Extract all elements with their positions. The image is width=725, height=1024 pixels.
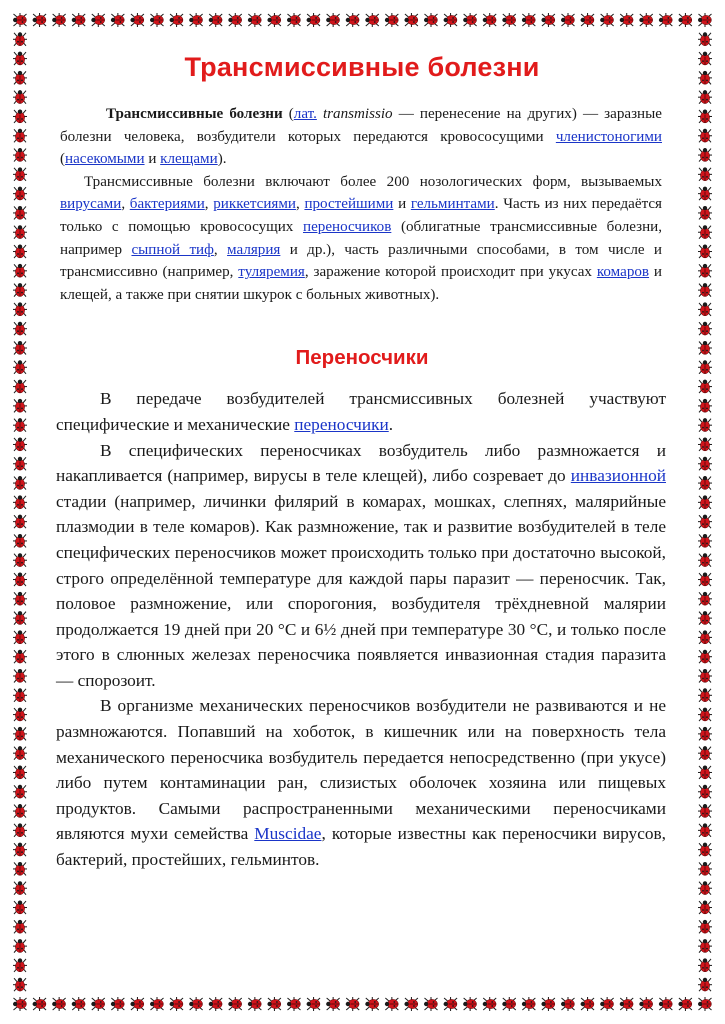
ladybug-icon (698, 13, 712, 27)
body-paragraph-3 (56, 693, 666, 872)
ladybug-icon (698, 939, 712, 953)
ladybug-icon (659, 997, 673, 1011)
ladybug-icon (483, 997, 497, 1011)
link-malaria[interactable]: малярия (227, 241, 281, 258)
ladybug-icon (13, 90, 27, 104)
link-viruses[interactable]: вирусами (60, 196, 122, 213)
ladybug-icon (698, 283, 712, 297)
ladybug-icon (13, 360, 27, 374)
body-paragraph-1 (56, 386, 666, 437)
ladybug-icon (698, 650, 712, 664)
ladybug-icon (698, 630, 712, 644)
text-run: В организме механических переносчиков возбудители не развиваются и не размножаются. Попавший на хоботок, в кишечник или на поверхность тела механического переносчика возбудитель передается непосредственно (при укусе) либо путем контаминации ран, слизистых оболочек хозяина или пищевых продуктов. Самыми распространенными механическими переносчиками являются мухи семейства (56, 696, 666, 844)
ladybug-icon (228, 997, 242, 1011)
ladybug-icon (13, 187, 27, 201)
ladybug-icon (13, 302, 27, 316)
ladybug-icon (13, 437, 27, 451)
ladybug-icon (698, 206, 712, 220)
section-body (56, 386, 668, 872)
ladybug-icon (698, 399, 712, 413)
ladybug-icon (600, 13, 614, 27)
ladybug-icon (91, 997, 105, 1011)
ladybug-icon (13, 708, 27, 722)
ladybug-icon (698, 476, 712, 490)
ladybug-icon (13, 13, 27, 27)
ladybug-icon (698, 148, 712, 162)
ladybug-icon (698, 997, 712, 1011)
ladybug-icon (13, 225, 27, 239)
ladybug-icon (698, 322, 712, 336)
ladybug-icon (209, 997, 223, 1011)
ladybug-icon (698, 264, 712, 278)
ladybug-icon (13, 727, 27, 741)
text-run: . (388, 414, 394, 434)
ladybug-icon (326, 13, 340, 27)
ladybug-icon (365, 13, 379, 27)
ladybug-icon (13, 52, 27, 66)
ladybug-icon (13, 457, 27, 471)
ladybug-icon (13, 920, 27, 934)
ladybug-icon (13, 32, 27, 46)
ladybug-icon (698, 901, 712, 915)
link-ticks[interactable]: клещами (160, 151, 218, 168)
ladybug-icon (620, 13, 634, 27)
ladybug-icon (346, 13, 360, 27)
ladybug-icon (52, 13, 65, 27)
ladybug-icon (267, 997, 281, 1011)
ladybug-icon (698, 727, 712, 741)
ladybug-icon (248, 13, 262, 27)
ladybug-icon (13, 71, 27, 85)
ladybug-icon (444, 997, 458, 1011)
ladybug-icon (698, 302, 712, 316)
term-bold: Трансмиссивные болезни (106, 106, 283, 122)
ladybug-icon (248, 997, 262, 1011)
text-run: — перенесение на других) — заразные болезни человека, возбудители которых передаются кровососущими (60, 106, 662, 145)
text-run: . Часть из них передаётся только с помощью кровососущих (60, 196, 663, 235)
ladybug-icon (698, 245, 712, 259)
ladybug-icon (698, 785, 712, 799)
ladybug-icon (52, 997, 65, 1011)
ladybug-icon (561, 13, 575, 27)
text-run: и клещей, а также при снятии шкурок с больных животных). (60, 264, 662, 303)
link-bacteria[interactable]: бактериями (129, 196, 205, 213)
ladybug-icon (502, 13, 516, 27)
ladybug-icon (13, 881, 27, 895)
ladybug-icon (170, 13, 184, 27)
ladybug-icon (13, 534, 27, 548)
ladybug-icon (13, 322, 27, 336)
ladybug-icon (698, 167, 712, 181)
ladybug-icon (698, 495, 712, 509)
ladybug-icon (698, 418, 712, 432)
link-insects[interactable]: насекомыми (65, 151, 145, 168)
ladybug-icon (13, 283, 27, 297)
ladybug-icon (404, 13, 418, 27)
ladybug-icon (13, 206, 27, 220)
ladybug-icon (228, 13, 242, 27)
ladybug-icon (698, 437, 712, 451)
ladybug-icon (13, 765, 27, 779)
ladybug-icon (600, 997, 614, 1011)
ladybug-icon (13, 650, 27, 664)
ladybug-icon (33, 997, 47, 1011)
ladybug-icon (13, 167, 27, 181)
ladybug-icon (13, 573, 27, 587)
ladybug-icon (189, 997, 203, 1011)
ladybug-icon (698, 958, 712, 972)
ladybug-icon (13, 148, 27, 162)
ladybug-icon (365, 997, 379, 1011)
ladybug-icon (541, 13, 555, 27)
text-run: ( (60, 151, 66, 168)
ladybug-icon (13, 399, 27, 413)
ladybug-icon (326, 997, 340, 1011)
ladybug-icon (444, 13, 458, 27)
ladybug-icon (13, 553, 27, 567)
ladybug-icon (698, 225, 712, 239)
ladybug-icon (698, 71, 712, 85)
ladybug-icon (13, 862, 27, 876)
ladybug-icon (561, 997, 575, 1011)
ladybug-icon (13, 611, 27, 625)
text-run: и (144, 151, 161, 168)
link-helminths[interactable]: гельминтами (410, 196, 495, 213)
text-run: и (393, 196, 411, 213)
ladybug-icon (698, 611, 712, 625)
ladybug-icon (698, 90, 712, 104)
ladybug-icon (33, 13, 47, 27)
ladybug-icon (13, 245, 27, 259)
ladybug-icon (130, 13, 144, 27)
text-run: , заражение которой происходит при укусах (304, 264, 597, 281)
intro-paragraph-2 (60, 171, 662, 307)
page-title: Трансмиссивные болезни (184, 52, 540, 82)
ladybug-icon (13, 688, 27, 702)
ladybug-icon (698, 862, 712, 876)
ladybug-icon (13, 418, 27, 432)
ladybug-icon (13, 823, 27, 837)
link-arthropods[interactable]: членистоногими (555, 128, 662, 145)
ladybug-icon (698, 669, 712, 683)
ladybug-icon (13, 495, 27, 509)
ladybug-icon (698, 52, 712, 66)
ladybug-icon (209, 13, 223, 27)
ladybug-icon (72, 997, 86, 1011)
link-tularemia[interactable]: туляремия (238, 264, 305, 281)
ladybug-icon (13, 978, 27, 992)
ladybug-icon (639, 13, 653, 27)
ladybug-icon (287, 13, 301, 27)
text-run: (облигатные трансмиссивные болезни, например (60, 218, 663, 258)
link-lat[interactable]: лат. (293, 106, 317, 122)
link-invasive[interactable]: инвазионной (570, 466, 666, 486)
ladybug-icon (13, 843, 27, 857)
ladybug-icon (13, 630, 27, 644)
link-vectors-2[interactable]: переносчики (294, 414, 389, 434)
ladybug-icon (385, 13, 399, 27)
ladybug-icon (698, 978, 712, 992)
ladybug-icon (170, 997, 184, 1011)
ladybug-icon (698, 109, 712, 123)
ladybug-icon (13, 997, 27, 1011)
ladybug-icon (639, 997, 653, 1011)
ladybug-icon (698, 380, 712, 394)
link-typhus[interactable]: сыпной тиф (131, 241, 214, 258)
ladybug-icon (287, 997, 301, 1011)
ladybug-icon (424, 13, 438, 27)
ladybug-icon (189, 13, 203, 27)
ladybug-icon (404, 997, 418, 1011)
text-run: ). (217, 151, 227, 168)
ladybug-icon (463, 997, 477, 1011)
ladybug-icon (522, 13, 536, 27)
ladybug-icon (150, 997, 164, 1011)
ladybug-icon (698, 688, 712, 702)
ladybug-icon (463, 13, 477, 27)
ladybug-icon (111, 997, 125, 1011)
text-run: В передаче возбудителей трансмиссивных болезней участвуют специфические и механические (56, 389, 666, 434)
text-run: , (204, 196, 214, 213)
ladybug-icon (13, 380, 27, 394)
document-page (56, 40, 668, 990)
ladybug-icon (698, 592, 712, 606)
ladybug-icon (424, 997, 438, 1011)
ladybug-icon (13, 669, 27, 683)
ladybug-icon (581, 13, 595, 27)
ladybug-icon (678, 997, 692, 1011)
ladybug-icon (91, 13, 105, 27)
ladybug-icon (307, 997, 321, 1011)
ladybug-icon (72, 13, 86, 27)
section-title: Переносчики (295, 346, 429, 370)
ladybug-icon (13, 804, 27, 818)
link-vectors[interactable]: переносчиков (303, 218, 392, 235)
ladybug-icon (698, 129, 712, 143)
ladybug-icon (13, 785, 27, 799)
ladybug-icon (150, 13, 164, 27)
ladybug-icon (698, 515, 712, 529)
text-run: , (121, 196, 130, 213)
ladybug-icon (541, 997, 555, 1011)
ladybug-icon (130, 997, 144, 1011)
ladybug-icon (111, 13, 125, 27)
ladybug-icon (13, 958, 27, 972)
ladybug-icon (13, 109, 27, 123)
ladybug-icon (502, 997, 516, 1011)
text-run: ( (282, 106, 294, 122)
ladybug-icon (522, 997, 536, 1011)
ladybug-icon (698, 920, 712, 934)
ladybug-icon (267, 13, 281, 27)
ladybug-icon (346, 997, 360, 1011)
ladybug-icon (698, 843, 712, 857)
text-run: стадии (например, личинки филярий в комарах, мошках, слепнях, малярийные плазмодии в теле комаров). Как размножение, так и развитие возбудителей в теле специфических переносчиков может происходить только при достаточно высокой, строго определённой температуре для каждой пары паразит — переносчик. Так, половое размножение, или спорогония, возбудителя трёхдневной малярии продолжается 19 дней при 20 °C и 6½ дней при температуре 30 °C, и только после этого в слюнных железах переносчика появляется инвазионная стадия паразита — спорозоит. (56, 491, 666, 690)
text-run: , (295, 196, 305, 213)
ladybug-icon (698, 823, 712, 837)
ladybug-icon (698, 804, 712, 818)
ladybug-icon (698, 187, 712, 201)
ladybug-icon (659, 13, 673, 27)
ladybug-icon (698, 746, 712, 760)
text-run: Трансмиссивные болезни включают более 200 нозологических форм, вызываемых (84, 173, 662, 190)
ladybug-icon (13, 515, 27, 529)
ladybug-icon (385, 997, 399, 1011)
ladybug-icon (698, 534, 712, 548)
ladybug-icon (13, 939, 27, 953)
ladybug-icon (483, 13, 497, 27)
text-run: , (213, 241, 228, 258)
link-muscidae[interactable]: Muscidae (254, 824, 322, 844)
ladybug-icon (13, 476, 27, 490)
text-run: и др.), часть различными способами, в том числе и трансмиссивно (например, (60, 241, 662, 281)
ladybug-icon (698, 881, 712, 895)
ladybug-icon (13, 264, 27, 278)
ladybug-icon (698, 708, 712, 722)
link-mosquitoes[interactable]: комаров (596, 264, 650, 281)
ladybug-icon (13, 341, 27, 355)
ladybug-icon (698, 341, 712, 355)
ladybug-icon (620, 997, 634, 1011)
text-run: В специфических переносчиках возбудитель либо размножается и накапливается (например, вирусы в теле клещей), либо созревает до (56, 440, 666, 486)
ladybug-icon (698, 553, 712, 567)
ladybug-icon (13, 746, 27, 760)
intro-paragraph-1 (60, 103, 662, 171)
link-protozoa[interactable]: простейшими (304, 196, 394, 213)
ladybug-icon (698, 457, 712, 471)
ladybug-icon (698, 573, 712, 587)
ladybug-icon (581, 997, 595, 1011)
ladybug-icon (307, 13, 321, 27)
ladybug-icon (678, 13, 692, 27)
ladybug-icon (698, 765, 712, 779)
ladybug-icon (13, 129, 27, 143)
intro-block (56, 103, 668, 306)
ladybug-icon (698, 360, 712, 374)
body-paragraph-2 (56, 438, 666, 694)
link-rickettsia[interactable]: риккетсиями (213, 196, 296, 213)
latin-word: transmissio (322, 106, 393, 122)
text-run: , которые известны как переносчики вирусов, бактерий, простейших, гельминтов. (56, 824, 666, 870)
ladybug-icon (698, 32, 712, 46)
ladybug-icon (13, 901, 27, 915)
ladybug-icon (13, 592, 27, 606)
